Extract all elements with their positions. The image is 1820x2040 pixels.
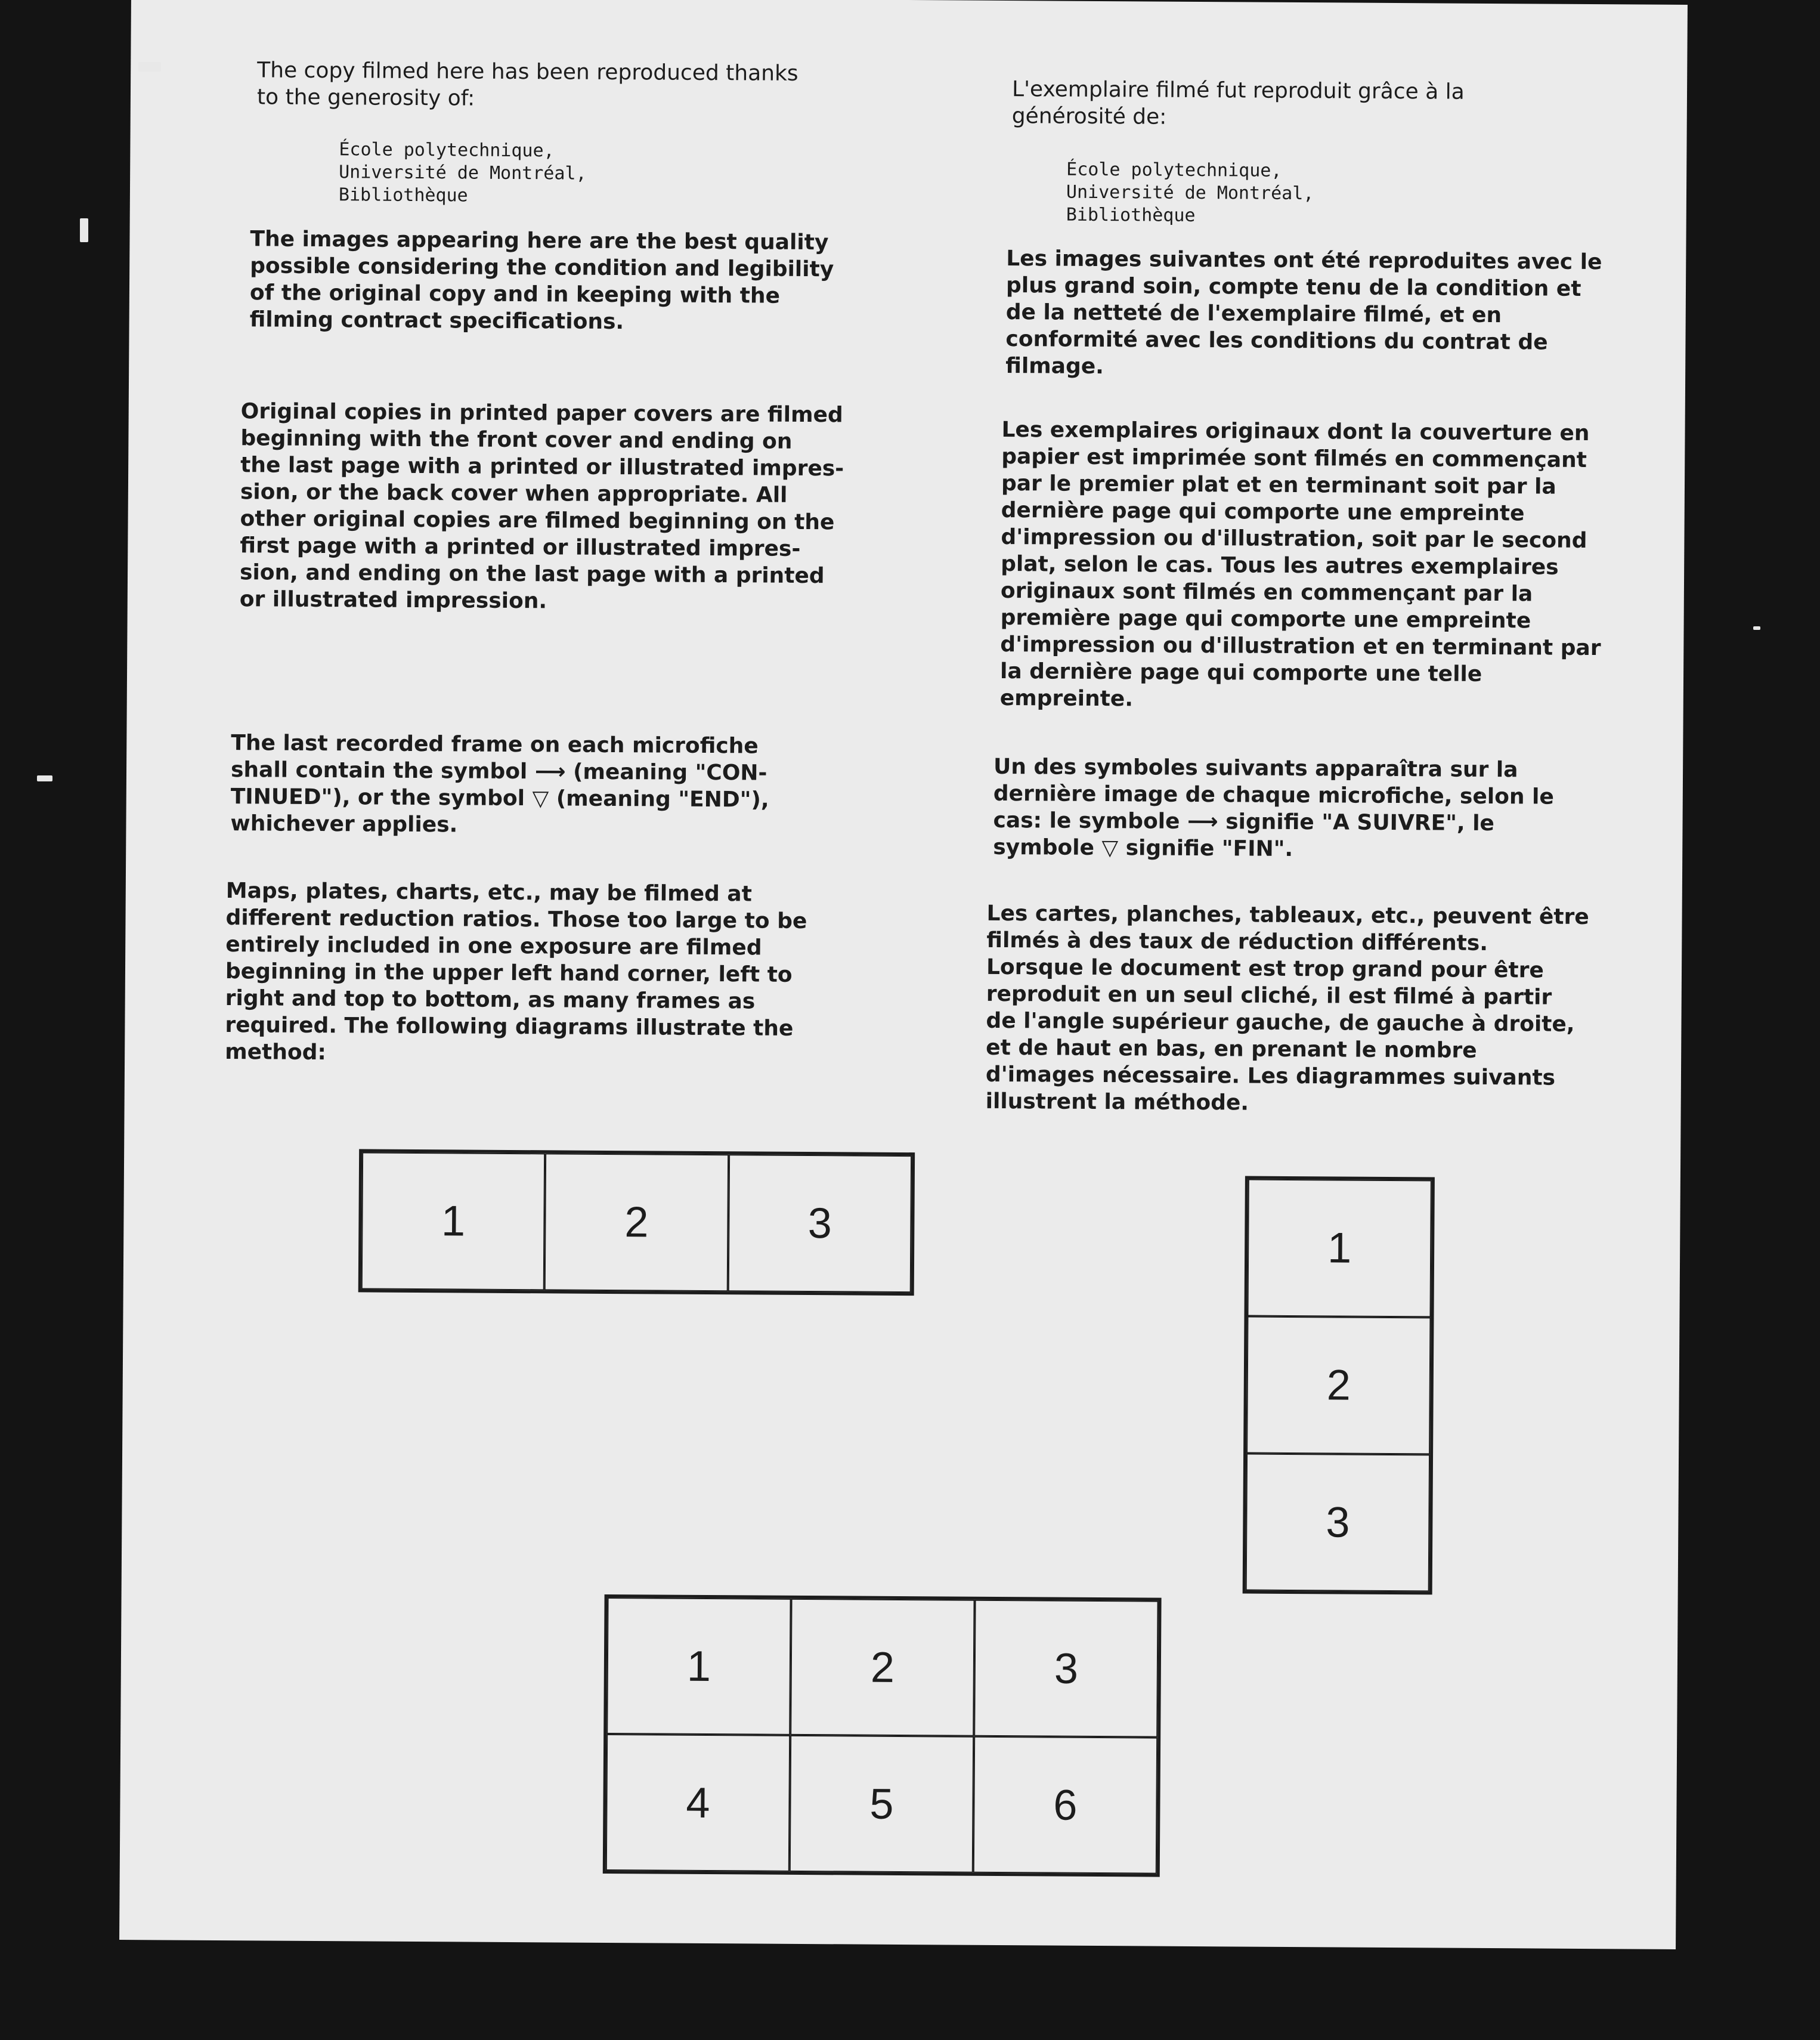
document-page [119, 0, 1688, 1949]
diagram-frame: 3 [1246, 1454, 1430, 1592]
english-quality-statement: The images appearing here are the best quality possible considering the condition and legibility of the original copy and in keeping with the filming contract specifications. [249, 227, 834, 335]
diagram-frame: 3 [974, 1600, 1158, 1738]
french-covers-statement: Les exemplaires originaux dont la couverture en papier est imprimée sont filmés en commençant par le premier plat et en terminant soit par la dernière page qui comporte une empreinte d'impression ou d'illustration, soit par le second plat, selon le cas. Tous les autres exemplaires originaux sont filmés en commençant par la première page qui comporte une empreinte d'impression ou d'illustration et en terminant par la dernière page qui comporte une telle empreinte. [999, 417, 1601, 712]
diagram-frame: 2 [790, 1599, 974, 1736]
french-credit-intro: L'exemplaire filmé fut reproduit grâce à la générosité de: [1011, 77, 1465, 129]
diagram-frame: 3 [728, 1154, 912, 1293]
diagram-frame: 2 [1246, 1316, 1431, 1455]
english-symbols-statement: The last recorded frame on each microfiche shall contain the symbol ⟶ (meaning "CON- TINUED"), or the symbol ▽ (meaning "END"), whichever applies. [230, 731, 769, 837]
scan-dust-mark [80, 218, 88, 242]
diagram-frame: 4 [606, 1734, 790, 1872]
scan-dust-mark [1753, 626, 1760, 630]
vertical-frame-diagram [1243, 1176, 1435, 1595]
english-institution: École polytechnique, Université de Montréal, Bibliothèque [338, 139, 587, 206]
english-credit-intro: The copy filmed here has been reproduced thanks to the generosity of: [256, 58, 798, 111]
arrow-symbol-icon: ⟶ [1187, 809, 1218, 834]
grid-frame-diagram [603, 1594, 1162, 1877]
french-maps-statement: Les cartes, planches, tableaux, etc., peuvent être filmés à des taux de réduction différents. Lorsque le document est trop grand pour être reproduit en un seul cliché, il est filmé à partir de l'angle supérieur gauche, de gauche à droite, et de haut en bas, en prenant le nombre d'images nécessaire. Les diagrammes suivants illustrent la méthode. [985, 901, 1589, 1115]
diagram-frame: 1 [1247, 1179, 1431, 1318]
diagram-frame: 1 [606, 1597, 791, 1735]
diagram-frame: 1 [361, 1152, 546, 1290]
french-institution: École polytechnique, Université de Montréal, Bibliothèque [1066, 159, 1314, 226]
diagram-frame: 2 [544, 1153, 729, 1291]
diagram-frame: 6 [973, 1736, 1157, 1874]
triangle-symbol-icon: ▽ [1101, 836, 1119, 861]
french-symbols-statement: Un des symboles suivants apparaîtra sur la dernière image de chaque microfiche, selon le cas: le symbole ⟶ signifie "A SUIVRE", le symbole ▽ signifie "FIN". [993, 754, 1554, 861]
scan-dust-mark [37, 775, 52, 781]
diagram-frame: 5 [790, 1735, 974, 1873]
triangle-symbol-icon: ▽ [532, 786, 549, 811]
horizontal-frame-diagram [358, 1149, 915, 1296]
arrow-symbol-icon: ⟶ [534, 759, 566, 784]
scan-dust-mark [138, 62, 161, 72]
french-quality-statement: Les images suivantes ont été reproduites avec le plus grand soin, compte tenu de la condition et de la netteté de l'exemplaire filmé, et en conformité avec les conditions du contrat de filmage. [1005, 246, 1602, 379]
english-maps-statement: Maps, plates, charts, etc., may be filmed at different reduction ratios. Those too large to be entirely included in one exposure are filmed beginning in the upper left hand corner, left to right and top to bottom, as many frames as required. The following diagrams illustrate the method: [225, 879, 807, 1065]
english-covers-statement: Original copies in printed paper covers are filmed beginning with the front cover and ending on the last page with a printed or illustrated impres- sion, or the back cover when appropriate. All other original copies are filmed beginning on the first page with a printed or illustrated impres- sion, and ending on the last page with a printed or illustrated impression. [239, 399, 844, 614]
